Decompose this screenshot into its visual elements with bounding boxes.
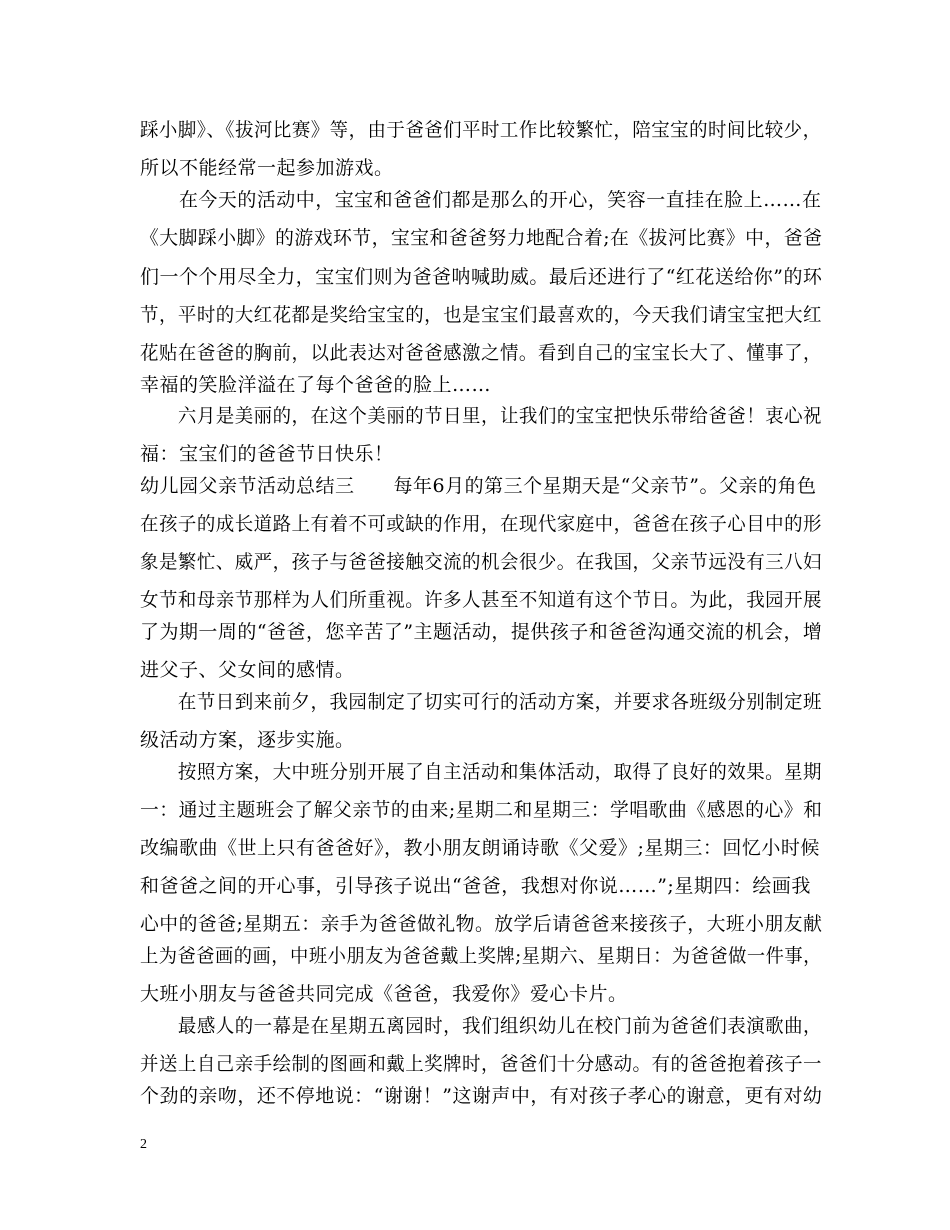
body-text-line: 在节日到来前夕，我园制定了切实可行的活动方案，并要求各班级分别制定班 — [140, 691, 823, 713]
page-number: 2 — [140, 1137, 147, 1152]
body-text-line: 上为爸爸画的画，中班小朋友为爸爸戴上奖牌;星期六、星期日：为爸爸做一件事， — [140, 945, 822, 967]
body-text-line: 所以不能经常一起参加游戏。 — [140, 157, 394, 179]
body-text-line: 节，平时的大红花都是奖给宝宝的，也是宝宝们最喜欢的，今天我们请宝宝把大红 — [140, 304, 823, 326]
body-text-line: 进父子、父女间的感情。 — [140, 659, 355, 681]
body-text-line: 和爸爸之间的开心事，引导孩子说出“爸爸，我想对你说……”;星期四：绘画我 — [140, 875, 811, 897]
body-text-line: 并送上自己亲手绘制的图画和戴上奖牌时，爸爸们十分感动。有的爸爸抱着孩子一 — [140, 1053, 823, 1075]
body-text-line: 踩小脚》、《拔河比赛》等，由于爸爸们平时工作比较繁忙，陪宝宝的时间比较少， — [140, 119, 822, 141]
body-text-line: 《大脚踩小脚》的游戏环节，宝宝和爸爸努力地配合着;在《拔河比赛》中，爸爸 — [140, 227, 823, 249]
body-text-line: 最感人的一幕是在星期五离园时，我们组织幼儿在校门前为爸爸们表演歌曲， — [140, 1015, 823, 1037]
body-text-line: 女节和母亲节那样为人们所重视。许多人甚至不知道有这个节日。为此，我园开展 — [140, 589, 823, 611]
body-text-line: 按照方案，大中班分别开展了自主活动和集体活动，取得了良好的效果。星期 — [140, 761, 823, 783]
section-heading-line: 幼儿园父亲节活动总结三 每年6月的第三个星期天是“父亲节”。父亲的角色 — [140, 475, 817, 497]
body-text-line: 改编歌曲《世上只有爸爸好》，教小朋友朗诵诗歌《父爱》;星期三：回忆小时候 — [140, 837, 820, 859]
body-text-line: 一：通过主题班会了解父亲节的由来;星期二和星期三：学唱歌曲《感恩的心》和 — [140, 799, 823, 821]
body-text-line: 在今天的活动中，宝宝和爸爸们都是那么的开心，笑容一直挂在脸上……在 — [140, 189, 822, 211]
body-text-line: 幸福的笑脸洋溢在了每个爸爸的脸上…… — [140, 374, 492, 396]
body-text-line: 花贴在爸爸的胸前，以此表达对爸爸感激之情。看到自己的宝宝长大了、懂事了， — [140, 342, 823, 364]
body-text-line: 大班小朋友与爸爸共同完成《爸爸，我爱你》爱心卡片。 — [140, 983, 628, 1005]
body-text-line: 在孩子的成长道路上有着不可或缺的作用，在现代家庭中，爸爸在孩子心目中的形 — [140, 513, 823, 535]
body-text-line: 象是繁忙、威严，孩子与爸爸接触交流的机会很少。在我国，父亲节远没有三八妇 — [140, 551, 823, 573]
body-text-line: 心中的爸爸;星期五：亲手为爸爸做礼物。放学后请爸爸来接孩子，大班小朋友献 — [140, 913, 823, 935]
body-text-line: 六月是美丽的，在这个美丽的节日里，让我们的宝宝把快乐带给爸爸！衷心祝 — [140, 405, 823, 427]
body-text-line: 福：宝宝们的爸爸节日快乐！ — [140, 443, 394, 465]
body-text-line: 级活动方案，逐步实施。 — [140, 729, 355, 751]
body-text-line: 了为期一周的“爸爸，您辛苦了”主题活动，提供孩子和爸爸沟通交流的机会，增 — [140, 621, 823, 643]
body-text-line: 们一个个用尽全力，宝宝们则为爸爸呐喊助威。最后还进行了“红花送给你”的环 — [140, 266, 823, 288]
body-text-line: 个劲的亲吻，还不停地说：“谢谢！”这谢声中，有对孩子孝心的谢意，更有对幼 — [140, 1085, 823, 1107]
